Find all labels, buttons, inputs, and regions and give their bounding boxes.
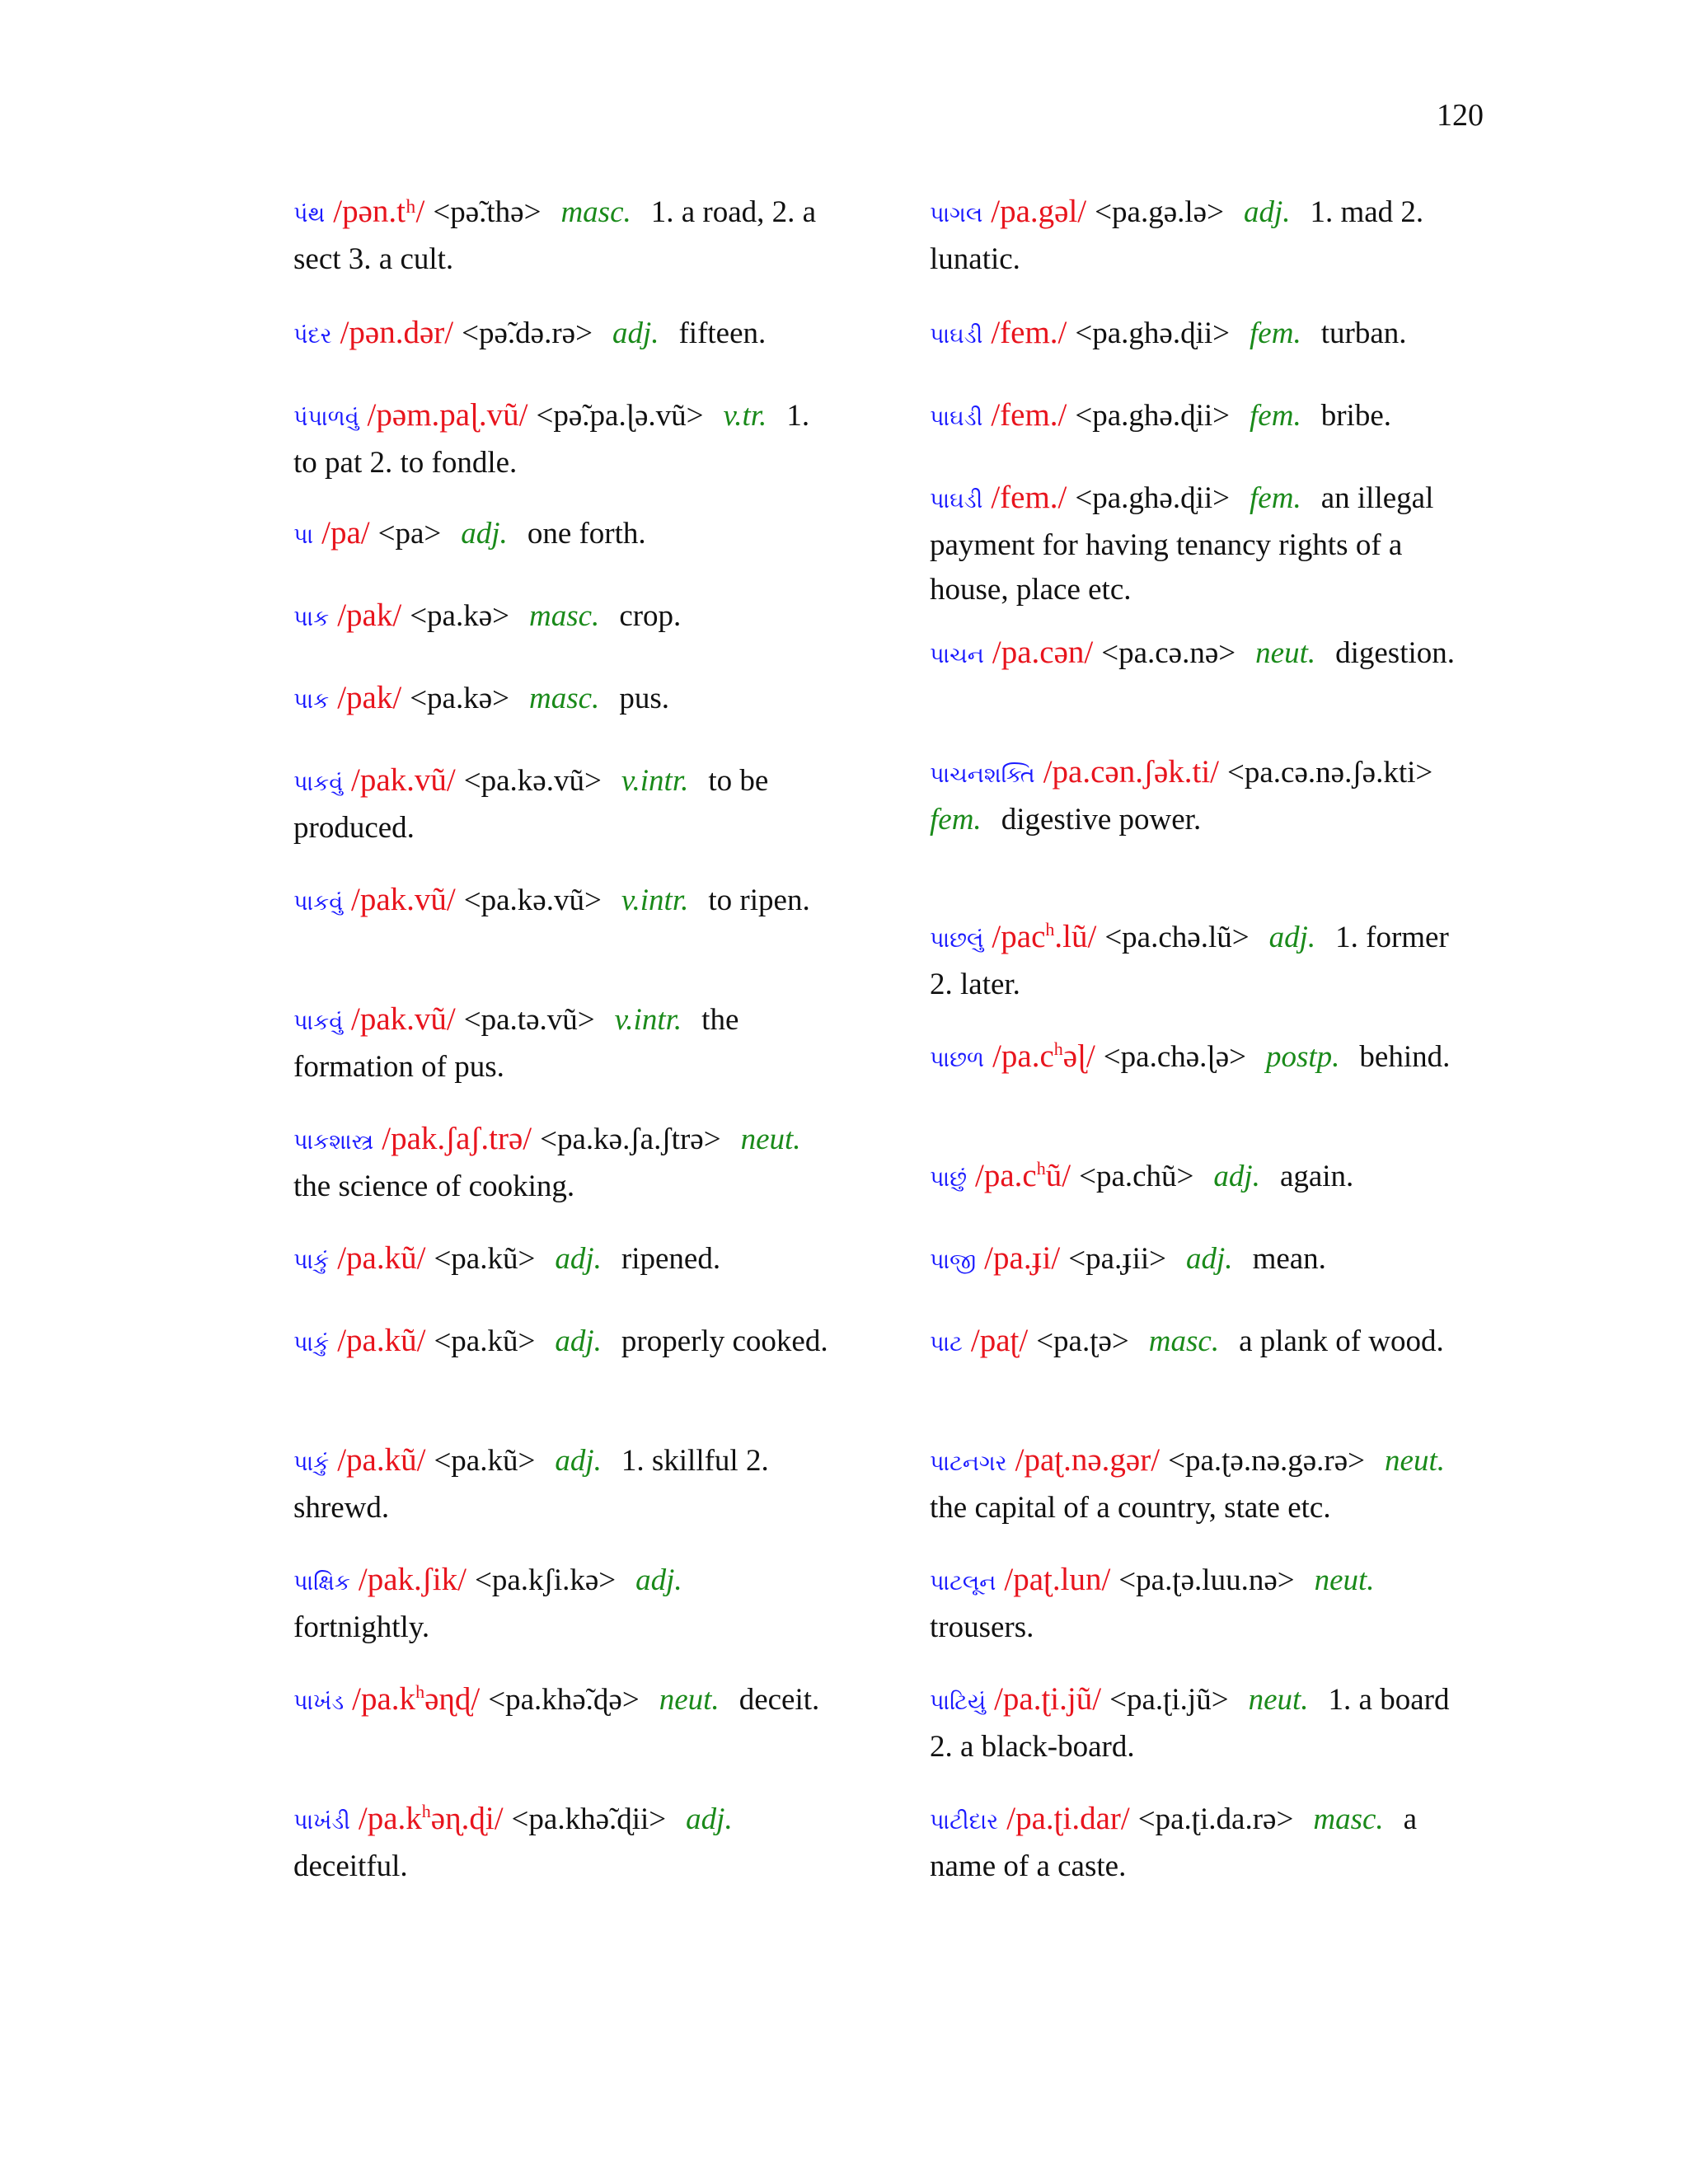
part-of-speech: fem. — [1250, 399, 1301, 433]
headword: પાકવું — [293, 890, 344, 916]
part-of-speech: neut. — [740, 1122, 801, 1156]
part-of-speech: masc. — [1313, 1802, 1384, 1836]
part-of-speech: adj. — [1213, 1160, 1260, 1193]
headword: પંથ — [293, 202, 326, 227]
headword: પાકવું — [293, 1010, 344, 1035]
dictionary-entry — [930, 190, 1474, 282]
definition: a name of a caste. — [930, 1802, 1418, 1883]
transliteration: <pə̃.də.rə> — [462, 316, 593, 350]
dictionary-entry — [293, 1319, 837, 1366]
headword: પાચન — [930, 643, 984, 668]
ipa-pronunciation: /paʈ.nə.gər/ — [1015, 1442, 1160, 1478]
ipa-pronunciation: /pak.ʃaʃ.trə/ — [382, 1121, 532, 1156]
transliteration: <pə̃.thə> — [433, 195, 542, 229]
definition: 1. a road, 2. a sect 3. a cult. — [293, 195, 817, 276]
ipa-pronunciation: /pa/ — [321, 515, 370, 551]
headword: પાક્ષિક — [293, 1570, 350, 1596]
transliteration: <pa.kũ> — [434, 1242, 536, 1276]
headword: પાખંડ — [293, 1690, 345, 1715]
ipa-pronunciation: /pa.ʈi.dar/ — [1006, 1801, 1130, 1836]
transliteration: <pa.khə̃.ɖə> — [488, 1683, 640, 1717]
definition: behind. — [1359, 1040, 1451, 1074]
definition: 1. skillful 2. shrewd. — [293, 1444, 769, 1525]
ipa-part: .lũ/ — [1054, 919, 1097, 954]
part-of-speech: adj. — [635, 1563, 682, 1597]
ipa-pronunciation: /fem./ — [991, 397, 1067, 433]
dictionary-entry — [293, 1797, 837, 1889]
dictionary-entry — [293, 1558, 837, 1650]
dictionary-entry — [930, 1438, 1474, 1530]
part-of-speech: neut. — [659, 1683, 720, 1717]
definition: pus. — [619, 682, 669, 715]
transliteration: <pa.kʃi.kə> — [474, 1563, 617, 1597]
dictionary-entry — [293, 311, 837, 359]
transliteration: <pa.ghə.ɖii> — [1075, 481, 1231, 515]
headword: પાછું — [930, 1166, 968, 1192]
ipa-pronunciation: /paʈ.lun/ — [1004, 1562, 1111, 1597]
transliteration: <pa.kə.vũ> — [463, 764, 602, 798]
transliteration: <pa.kə> — [410, 599, 510, 633]
definition: the science of cooking. — [293, 1169, 575, 1203]
ipa-pronunciation: /pa.kũ/ — [337, 1240, 426, 1276]
dictionary-entry — [930, 311, 1474, 359]
ipa-pronunciation: /pak/ — [337, 680, 402, 715]
headword: પાકવું — [293, 771, 344, 796]
ipa-pronunciation: /pa.cən.ʃək.ti/ — [1043, 754, 1220, 790]
part-of-speech: fem. — [930, 803, 982, 837]
ipa-pronunciation — [359, 1801, 504, 1836]
transliteration: <pa.ɟii> — [1068, 1242, 1167, 1276]
dictionary-entry — [930, 1558, 1474, 1650]
ipa-pronunciation: /pak/ — [337, 598, 402, 633]
transliteration: <pa.kə> — [410, 682, 510, 715]
part-of-speech: neut. — [1255, 636, 1316, 670]
ipa-part: /pa.c — [992, 1038, 1054, 1074]
headword: પાચનશક્તિ — [930, 762, 1035, 788]
aspiration-mark: h — [1045, 919, 1055, 940]
headword: પાજી — [930, 1249, 977, 1274]
dictionary-entry — [930, 1797, 1474, 1889]
definition: to ripen. — [708, 883, 810, 917]
definition: properly cooked. — [621, 1324, 828, 1358]
headword: પાકું — [293, 1451, 330, 1476]
part-of-speech: postp. — [1265, 1040, 1340, 1074]
part-of-speech: neut. — [1248, 1683, 1309, 1717]
part-of-speech: adj. — [555, 1444, 602, 1478]
dictionary-entry — [293, 190, 837, 282]
dictionary-entry — [930, 750, 1474, 842]
headword: પાટીદાર — [930, 1809, 999, 1835]
headword: પાટિયું — [930, 1690, 987, 1715]
ipa-pronunciation: /pa.kũ/ — [337, 1442, 426, 1478]
headword: પાકું — [293, 1331, 330, 1357]
definition: 1. former 2. later. — [930, 921, 1449, 1001]
transliteration: <pa.kũ> — [434, 1324, 536, 1358]
transliteration: <pa.ghə.ɖii> — [1075, 316, 1231, 350]
ipa-pronunciation — [975, 1158, 1071, 1193]
dictionary-entry — [930, 1677, 1474, 1769]
dictionary-entry — [293, 878, 837, 926]
definition: the capital of a country, state etc. — [930, 1491, 1331, 1525]
transliteration: <pa.gə.lə> — [1095, 195, 1224, 229]
transliteration: <pa.cə.nə> — [1101, 636, 1236, 670]
ipa-pronunciation: /pən.dər/ — [340, 315, 454, 350]
part-of-speech: adj. — [555, 1242, 602, 1276]
headword: પાગલ — [930, 202, 983, 227]
page-number: 120 — [1437, 98, 1484, 133]
part-of-speech: neut. — [1385, 1444, 1445, 1478]
ipa-pronunciation: /fem./ — [991, 315, 1067, 350]
definition: bribe. — [1320, 399, 1391, 433]
transliteration: <pa.ʈə> — [1036, 1324, 1129, 1358]
transliteration: <pa.chə.ɭə> — [1103, 1040, 1246, 1074]
definition: fortnightly. — [293, 1610, 430, 1644]
definition: crop. — [619, 599, 682, 633]
dictionary-entry — [293, 593, 837, 641]
dictionary-entry — [293, 1438, 837, 1530]
dictionary-entry — [293, 511, 837, 559]
dictionary-entry — [930, 915, 1474, 1007]
definition: again. — [1279, 1160, 1354, 1193]
headword: પાછળ — [930, 1047, 985, 1072]
ipa-pronunciation — [352, 1681, 480, 1717]
headword: પંપાળવું — [293, 405, 359, 431]
ipa-part: əɭ/ — [1062, 1038, 1095, 1074]
dictionary-entry — [930, 1236, 1474, 1284]
part-of-speech: adj. — [1268, 921, 1316, 954]
headword: પા — [293, 523, 314, 549]
definition: turban. — [1320, 316, 1407, 350]
ipa-pronunciation — [992, 1038, 1095, 1074]
part-of-speech: adj. — [612, 316, 659, 350]
transliteration: <pa.chũ> — [1079, 1160, 1194, 1193]
definition: a plank of wood. — [1239, 1324, 1444, 1358]
transliteration: <pa.ʈi.da.rə> — [1137, 1802, 1294, 1836]
transliteration: <pa.ʈi.jũ> — [1109, 1683, 1229, 1717]
part-of-speech: v.intr. — [614, 1003, 682, 1037]
dictionary-entry — [930, 1154, 1474, 1202]
ipa-pronunciation: /pən.tʰ/ — [333, 194, 425, 229]
dictionary-entry — [293, 1677, 837, 1725]
headword: પાટલૂન — [930, 1570, 996, 1596]
headword: પાછલું — [930, 927, 984, 953]
ipa-part: /pa.c — [975, 1158, 1037, 1193]
transliteration: <pa.ʈə.luu.nə> — [1118, 1563, 1295, 1597]
dictionary-entry — [293, 1236, 837, 1284]
ipa-part: əɳ.ɖi/ — [430, 1801, 504, 1836]
aspiration-mark: h — [1053, 1038, 1063, 1059]
definition: an illegal payment for having tenancy rights of a house, place etc. — [930, 481, 1434, 607]
ipa-pronunciation: /pak.vũ/ — [351, 762, 456, 798]
part-of-speech: fem. — [1250, 481, 1301, 515]
transliteration: <pa> — [377, 517, 442, 551]
ipa-pronunciation: /pa.kũ/ — [337, 1323, 426, 1358]
dictionary-entry — [293, 758, 837, 851]
headword: પાઘડી — [930, 488, 983, 513]
definition: the formation of pus. — [293, 1003, 739, 1084]
aspiration-mark: h — [421, 1801, 431, 1821]
dictionary-entry — [293, 1117, 837, 1209]
ipa-pronunciation: /pa.ɟi/ — [984, 1240, 1061, 1276]
ipa-part: əɳɖ/ — [424, 1681, 481, 1717]
headword: પંદર — [293, 323, 332, 349]
ipa-part: ũ/ — [1045, 1158, 1071, 1193]
dictionary-entry — [930, 393, 1474, 441]
definition: mean. — [1252, 1242, 1326, 1276]
headword: પાક — [293, 606, 330, 631]
part-of-speech: adj. — [1186, 1242, 1233, 1276]
part-of-speech: adj. — [555, 1324, 602, 1358]
ipa-pronunciation: /pak.ʃik/ — [358, 1562, 467, 1597]
transliteration: <pa.chə.lũ> — [1104, 921, 1250, 954]
ipa-pronunciation: /pa.gəl/ — [991, 194, 1087, 229]
ipa-pronunciation — [992, 919, 1096, 954]
headword: પાક — [293, 688, 330, 714]
transliteration: <pa.ʈə.nə.gə.rə> — [1168, 1444, 1366, 1478]
part-of-speech: neut. — [1314, 1563, 1375, 1597]
definition: deceitful. — [293, 1849, 408, 1883]
transliteration: <pa.khə̃.ɖii> — [511, 1802, 667, 1836]
dictionary-entry — [930, 476, 1474, 612]
transliteration: <pa.kə.ʃa.ʃtrə> — [540, 1122, 721, 1156]
part-of-speech: v.tr. — [723, 399, 767, 433]
transliteration: <pa.kũ> — [434, 1444, 536, 1478]
transliteration: <pa.kə.vũ> — [463, 883, 602, 917]
part-of-speech: masc. — [529, 682, 600, 715]
dictionary-entry — [930, 1319, 1474, 1366]
part-of-speech: masc. — [1148, 1324, 1220, 1358]
part-of-speech: masc. — [529, 599, 600, 633]
ipa-pronunciation: /pəm.paɭ.vũ/ — [367, 397, 528, 433]
headword: પાટ — [930, 1331, 963, 1357]
part-of-speech: fem. — [1250, 316, 1301, 350]
definition: 1. to pat 2. to fondle. — [293, 399, 810, 480]
headword: પાકું — [293, 1249, 330, 1274]
aspiration-mark: h — [1036, 1158, 1046, 1179]
aspiration-mark: h — [415, 1681, 425, 1702]
ipa-pronunciation: /fem./ — [991, 480, 1067, 515]
ipa-part: /pa.k — [358, 1801, 422, 1836]
ipa-pronunciation: /pa.cən/ — [992, 635, 1094, 670]
dictionary-entry — [293, 676, 837, 724]
dictionary-entry — [293, 997, 837, 1090]
definition: digestive power. — [1001, 803, 1202, 837]
headword: પાઘડી — [930, 323, 983, 349]
headword: પાખંડી — [293, 1809, 350, 1835]
transliteration: <pə̃.pa.ɭə.vũ> — [536, 399, 704, 433]
transliteration: <pa.ghə.ɖii> — [1075, 399, 1231, 433]
definition: 1. mad 2. lunatic. — [930, 195, 1424, 276]
ipa-pronunciation: /pak.vũ/ — [351, 882, 456, 917]
headword: પાટનગર — [930, 1451, 1007, 1476]
part-of-speech: v.intr. — [621, 883, 689, 917]
dictionary-entry — [293, 393, 837, 485]
definition: 1. a board 2. a black-board. — [930, 1683, 1450, 1764]
definition: digestion. — [1335, 636, 1456, 670]
dictionary-entry — [930, 1034, 1474, 1082]
headword: પાકશાસ્ત્ર — [293, 1129, 374, 1155]
part-of-speech: adj. — [1243, 195, 1291, 229]
ipa-pronunciation: /paʈ/ — [970, 1323, 1029, 1358]
ipa-pronunciation: /pak.vũ/ — [351, 1001, 456, 1037]
headword: પાઘડી — [930, 405, 983, 431]
part-of-speech: adj. — [461, 517, 508, 551]
ipa-part: /pac — [992, 919, 1046, 954]
definition: trousers. — [930, 1610, 1034, 1644]
ipa-part: /pa.k — [352, 1681, 416, 1717]
transliteration: <pa.cə.nə.ʃə.kti> — [1227, 756, 1433, 790]
definition: one forth. — [527, 517, 646, 551]
part-of-speech: masc. — [560, 195, 631, 229]
definition: deceit. — [738, 1683, 820, 1717]
part-of-speech: v.intr. — [621, 764, 689, 798]
definition: ripened. — [621, 1242, 721, 1276]
ipa-pronunciation: /pa.ʈi.jũ/ — [994, 1681, 1102, 1717]
part-of-speech: adj. — [686, 1802, 733, 1836]
definition: to be produced. — [293, 764, 769, 845]
transliteration: <pa.tə.vũ> — [463, 1003, 595, 1037]
dictionary-entry — [930, 630, 1474, 678]
definition: fifteen. — [678, 316, 767, 350]
